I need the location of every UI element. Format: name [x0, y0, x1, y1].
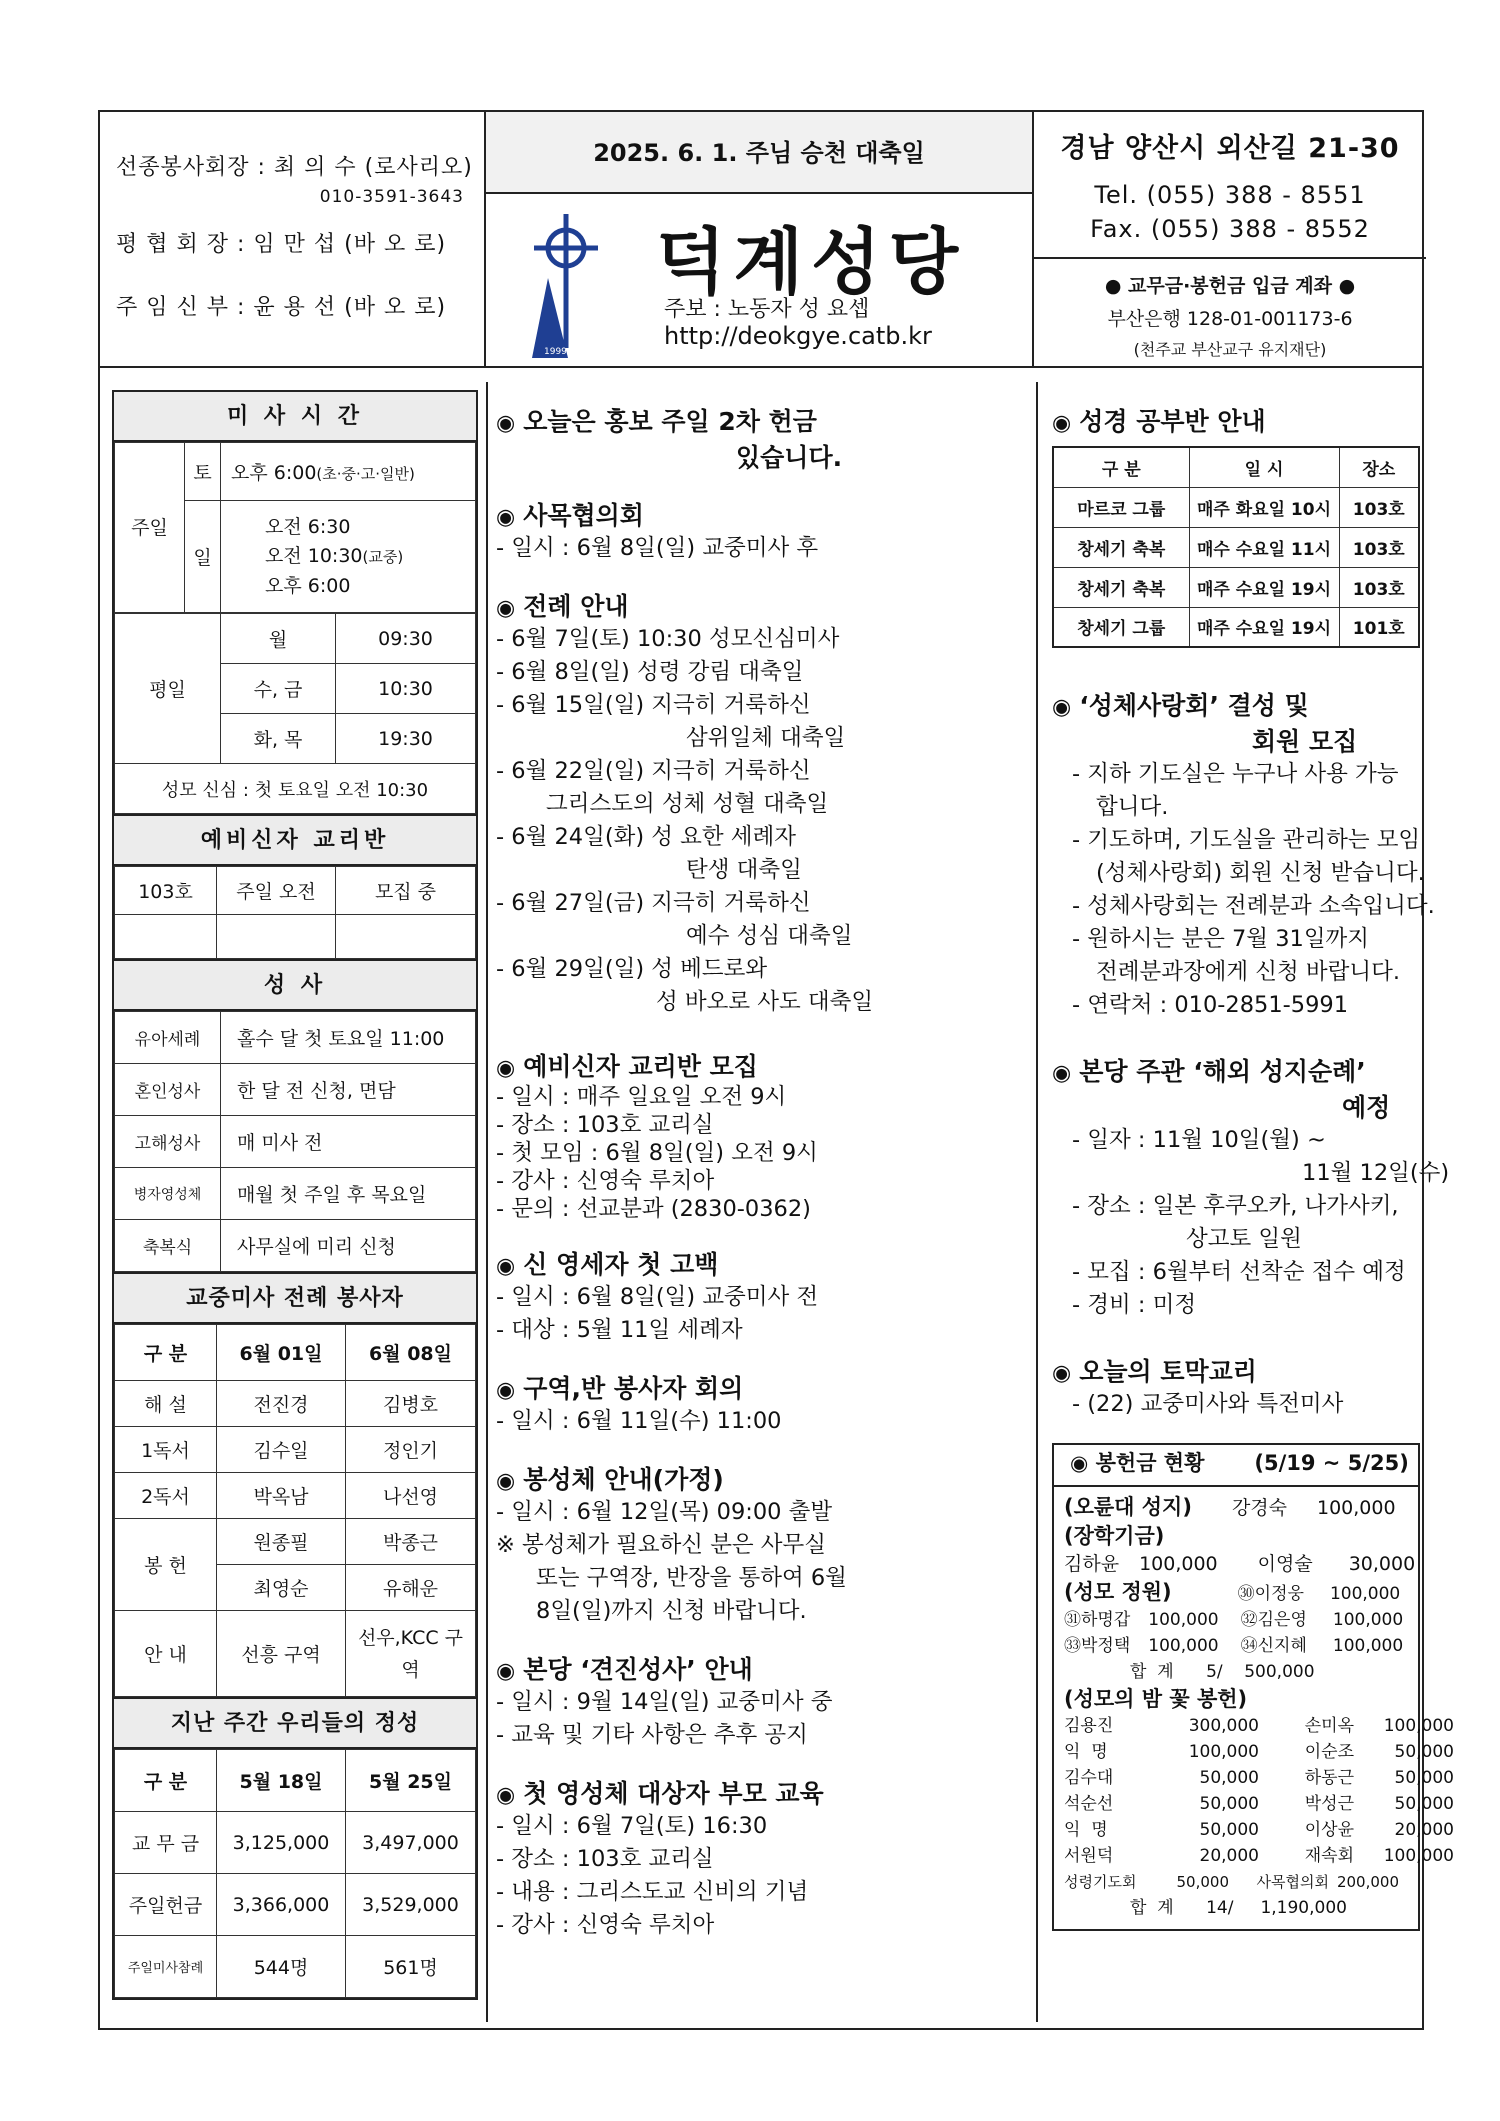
notice-line: - 강사 : 신영숙 루치아 [496, 1912, 715, 1938]
sun-masses: 오전 6:30 오전 10:30(교중) 오후 6:00 [221, 501, 476, 613]
offering-row: 석순선 50,000 박성근 50,000 [1064, 1794, 1454, 1814]
group-room: 103호 [1339, 487, 1419, 527]
volunteer: 원종필 [217, 1519, 346, 1565]
bible-study-heading: ◉ 성경 공부반 안내 [1052, 407, 1266, 436]
volunteer: 정인기 [346, 1427, 476, 1473]
role: 안 내 [115, 1611, 217, 1697]
liturgy-volunteers-table [114, 1324, 476, 1697]
bullet-icon: ◉ [1052, 1061, 1072, 1086]
sacrament-info: 사무실에 미리 신청 [221, 1220, 476, 1272]
volunteer: 유해운 [346, 1565, 476, 1611]
volunteer: 김수일 [217, 1427, 346, 1473]
group-time: 매주 수요일 19시 [1189, 567, 1339, 607]
notice-line: - 일시 : 6월 7일(토) 16:30 [496, 1813, 768, 1839]
notice-line: - 6월 15일(일) 지극히 거룩하신 [496, 692, 811, 718]
sacrament-name: 고해성사 [115, 1116, 221, 1168]
notice-line: - 지하 기도실은 누구나 사용 가능 [1072, 761, 1399, 787]
attendance: 544명 [217, 1936, 346, 1998]
group-room: 103호 [1339, 527, 1419, 567]
role: 해 설 [115, 1381, 217, 1427]
notice-line: 탄생 대축일 [686, 857, 802, 883]
offering-group-title: (장학기금) [1064, 1524, 1165, 1548]
notice-line: - 강사 : 신영숙 루치아 [496, 1168, 715, 1194]
sacrament-info: 한 달 전 신청, 면담 [221, 1064, 476, 1116]
bible-study-table [1052, 446, 1420, 648]
patron-saint: 주보 : 노동자 성 요셉 [664, 297, 870, 322]
notice-line: - 일시 : 6월 8일(일) 교중미사 후 [496, 535, 819, 561]
middle-column [496, 390, 1036, 1964]
offering-row: 김수대 50,000 하동근 50,000 [1064, 1768, 1454, 1788]
volunteer: 나선영 [346, 1473, 476, 1519]
notice-line: 그리스도의 성체 성혈 대축일 [546, 791, 829, 817]
group-name: 마르코 그룹 [1053, 487, 1189, 527]
bulletin-frame [98, 110, 1454, 2030]
col-header: 구 분 [115, 1325, 217, 1381]
offering-amount: 3,529,000 [346, 1874, 476, 1936]
sacrament-name: 유아세례 [115, 1012, 221, 1064]
group-name: 창세기 그룹 [1053, 607, 1189, 647]
notice-line: 8일(일)까지 신청 바랍니다. [536, 1598, 807, 1624]
notice-line: - (22) 교중미사와 특전미사 [1072, 1391, 1344, 1417]
weekday-day: 화, 목 [221, 714, 336, 764]
notice-line: - 성체사랑회는 전례분과 소속입니다. [1072, 893, 1435, 919]
sacrament-info: 매월 첫 주일 후 목요일 [221, 1168, 476, 1220]
notice-line: - 교육 및 기타 사항은 추후 공지 [496, 1722, 808, 1748]
header [100, 112, 1422, 368]
sun-label: 일 [185, 501, 221, 613]
sacrament-name: 병자영성체 [115, 1168, 221, 1220]
role: 1독서 [115, 1427, 217, 1473]
notice-line: - 6월 22일(일) 지극히 거룩하신 [496, 758, 811, 784]
notice-home-communion: ◉ 봉성체 안내(가정) - 일시 : 6월 12일(목) 09:00 출발 ※ 봉성체가 필요하신 분은 사무실 또는 구역장, 반장을 통하여 6월 8일(일)까지 신청 바랍니다. [496, 1460, 1036, 1628]
mass-times-table [114, 442, 476, 613]
bank-account-box [1034, 257, 1426, 360]
group-room: 103호 [1339, 567, 1419, 607]
notice-line: - 일시 : 6월 12일(목) 09:00 출발 [496, 1499, 833, 1525]
volunteer: 선우,KCC 구역 [346, 1611, 476, 1697]
offering-type: 주일미사참례 [115, 1936, 217, 1998]
volunteer: 전진경 [217, 1381, 346, 1427]
section-title: 성 사 [114, 961, 476, 1011]
notice-eucharist-society: ◉ ‘성체사랑회’ 결성 및 회원 모집 - 지하 기도실은 누구나 사용 가능 합니다. - 기도하며, 기도실을 관리하는 모임 (성체사랑회) 회원 신청 받습니다. - 성체사랑회는 전례분과 소속입니다. - 원하시는 분은 7월 31일까지 전례분과장에게 신청 바랍니다. - 연락처 : 010-2851-5991 [1052, 686, 1420, 1022]
bullet-icon: ◉ [496, 1469, 516, 1494]
notice-line: - 일시 : 6월 11일(수) 11:00 [496, 1408, 782, 1434]
notice-line: - 6월 24일(화) 성 요한 세례자 [496, 824, 796, 850]
notice-line: 11월 12일(수) [1302, 1160, 1450, 1186]
section-title: 지난 주간 우리들의 정성 [114, 1699, 476, 1749]
notice-volunteer-meeting: ◉ 구역,반 봉사자 회의 - 일시 : 6월 11일(수) 11:00 [496, 1369, 1036, 1438]
sunday-label: 주일 [115, 443, 185, 613]
notice-line: 상고토 일원 [1186, 1226, 1302, 1252]
volunteer: 선흥 구역 [217, 1611, 346, 1697]
offering-row: 김하윤 100,000 이영술 30,000 [1064, 1553, 1416, 1575]
notice-line: - 원하시는 분은 7월 31일까지 [1072, 926, 1370, 952]
offering-row: (성모 정원) ㉚이정웅 100,000 [1064, 1580, 1401, 1604]
sacraments-section [112, 961, 478, 1274]
header-officers [100, 112, 486, 366]
column-divider [1036, 382, 1038, 2022]
column-divider [486, 382, 488, 2022]
account-title: ● 교무금·봉헌금 입금 계좌 ● [1104, 275, 1356, 297]
notice-pilgrimage: ◉ 본당 주관 ‘해외 성지순례’ 예정 - 일자 : 11월 10일(월) ~ 11월 12일(수) - 장소 : 일본 후쿠오카, 나가사키, 상고토 일원 - 모집 : 6월부터 선착순 접수 예정 - 경비 : 미정 [1052, 1052, 1420, 1322]
bullet-icon: ◉ [496, 1659, 516, 1684]
notice-line: 전례분과장에게 신청 바랍니다. [1096, 959, 1401, 985]
offering-type: 교 무 금 [115, 1812, 217, 1874]
notice-catechism: ◉ 오늘의 토막교리 - (22) 교중미사와 특전미사 [1052, 1352, 1420, 1421]
weekday-mass-table [114, 613, 476, 814]
header-title-block [486, 112, 1034, 366]
sacrament-info: 매 미사 전 [221, 1116, 476, 1168]
offering-amount: 3,366,000 [217, 1874, 346, 1936]
account-owner: (천주교 부산교구 유지재단) [1133, 340, 1327, 359]
role: 봉 헌 [115, 1519, 217, 1611]
section-title: 예비신자 교리반 [114, 816, 476, 866]
bullet-icon: ◉ [496, 1378, 516, 1403]
col-header: 일 시 [1189, 447, 1339, 487]
catechumen-time: 주일 오전 [217, 867, 336, 915]
notice-line: - 장소 : 103호 교리실 [496, 1112, 714, 1138]
attendance: 561명 [346, 1936, 476, 1998]
right-column [1052, 390, 1454, 1931]
notice-liturgy: ◉ 전례 안내 - 6월 7일(토) 10:30 성모신심미사 - 6월 8일(일) 성령 강림 대축일 - 6월 15일(일) 지극히 거룩하신 삼위일체 대축일 - 6월 22일(일) 지극히 거룩하신 그리스도의 성체 성혈 대축일 - 6월 24일(화) 성 요한 세례자 탄생 대축일 - 6월 27일(금) 지극히 거룩하신 예수 성심 대축일 - 6월 29일(일) 성 베드로와 성 바오로 사도 대축일 [496, 587, 1036, 1019]
col-header: 구 분 [115, 1750, 217, 1812]
account-number: 부산은행 128-01-001173-6 [1107, 308, 1353, 330]
section-title: 교중미사 전례 봉사자 [114, 1274, 476, 1324]
notice-catechumen: ◉ 예비신자 교리반 모집 - 일시 : 매주 일요일 오전 9시 - 장소 : 103호 교리실 - 첫 모임 : 6월 8일(일) 오전 9시 - 강사 : 신영숙 루치아 - 문의 : 선교분과 (2830-0362) [496, 1047, 1036, 1223]
weekly-offering-section [112, 1699, 478, 2000]
catechumen-room: 103호 [115, 867, 217, 915]
notice-line: - 장소 : 일본 후쿠오카, 나가사키, [1072, 1193, 1399, 1219]
bullet-icon: ◉ [496, 505, 516, 530]
bullet-icon: ◉ [496, 1254, 516, 1279]
fax: Fax. (055) 388 - 8552 [1090, 215, 1370, 243]
notice-line: - 첫 모임 : 6월 8일(일) 오전 9시 [496, 1140, 818, 1166]
chair: 선종봉사회장 : 최 의 수 (로사리오) [116, 155, 473, 180]
group-time: 매수 수요일 11시 [1189, 527, 1339, 567]
notice-line: - 일시 : 매주 일요일 오전 9시 [496, 1084, 787, 1110]
notice-line: ※ 봉성체가 필요하신 분은 사무실 [496, 1532, 827, 1558]
notice-line: - 경비 : 미정 [1072, 1292, 1197, 1318]
offering-row: 서원덕 20,000 재속회 100,000 [1064, 1846, 1454, 1866]
col-header: 6월 08일 [346, 1325, 476, 1381]
notice-line: - 6월 29일(일) 성 베드로와 [496, 956, 768, 982]
weekly-offering-table [114, 1749, 476, 1998]
bullet-icon: ◉ [496, 1056, 516, 1081]
weekday-label: 평일 [115, 614, 221, 764]
notice-line: 예수 성심 대축일 [686, 923, 853, 949]
offering-row: 성령기도회 50,000 사목협의회 200,000 [1064, 1873, 1399, 1891]
bullet-icon: ◉ [1052, 695, 1072, 720]
offering-row: 김용진 300,000 손미옥 100,000 [1064, 1716, 1454, 1736]
offering-row: 익 명 100,000 이순조 50,000 [1064, 1742, 1454, 1762]
telephone: Tel. (055) 388 - 8551 [1094, 181, 1366, 209]
catechumen-section [112, 816, 478, 961]
chair-phone: 010-3591-3643 [319, 187, 464, 207]
col-header: 장소 [1339, 447, 1419, 487]
offering-row: (오륜대 성지) 강경숙 100,000 [1064, 1495, 1396, 1519]
sacrament-info: 홀수 달 첫 토요일 11:00 [221, 1012, 476, 1064]
notice-promotion: ◉ 오늘은 홍보 주일 2차 헌금 있습니다. [496, 402, 1036, 474]
notice-line: 합니다. [1096, 794, 1169, 820]
notice-line: - 연락처 : 010-2851-5991 [1072, 992, 1349, 1018]
sacraments-table [114, 1011, 476, 1272]
volunteer: 김병호 [346, 1381, 476, 1427]
offering-status-box [1052, 1443, 1454, 1931]
catechumen-status: 모집 중 [336, 867, 476, 915]
offering-subtotal: 합 계 5/ 500,000 [1130, 1662, 1315, 1682]
notice-line: - 6월 8일(일) 성령 강림 대축일 [496, 659, 804, 685]
council-president: 평 협 회 장 : 임 만 섭 (바 오 로) [116, 232, 447, 257]
group-room: 101호 [1339, 607, 1419, 647]
sacrament-name: 혼인성사 [115, 1064, 221, 1116]
group-time: 매주 화요일 10시 [1189, 487, 1339, 527]
header-contact [1034, 112, 1426, 366]
address: 경남 양산시 외산길 21-30 [1060, 133, 1400, 164]
notice-first-confession: ◉ 신 영세자 첫 고백 - 일시 : 6월 8일(일) 교중미사 전 - 대상 : 5월 11일 세례자 [496, 1245, 1036, 1347]
offering-group-title: (성모의 밤 꽃 봉헌) [1064, 1687, 1248, 1711]
notice-line: - 일시 : 9월 14일(일) 교중미사 중 [496, 1689, 833, 1715]
catechumen-table [114, 866, 476, 959]
church-name: 덕계성당 [656, 219, 967, 304]
volunteer: 최영순 [217, 1565, 346, 1611]
offering-amount: 3,125,000 [217, 1812, 346, 1874]
notice-line: 성 바오로 사도 대축일 [656, 989, 874, 1015]
offering-status-title: ◉ 봉헌금 현황 (5/19 ~ 5/25) [1054, 1445, 1418, 1487]
col-header: 5월 18일 [217, 1750, 346, 1812]
offering-row: ㉝박정택 100,000 ㉞신지혜 100,000 [1064, 1636, 1404, 1656]
notice-pastoral-council: ◉ 사목협의회 - 일시 : 6월 8일(일) 교중미사 후 [496, 496, 1036, 565]
bullet-icon: ◉ [496, 1783, 516, 1808]
notice-line: - 6월 27일(금) 지극히 거룩하신 [496, 890, 811, 916]
parish-priest: 주 임 신 부 : 윤 용 선 (바 오 로) [116, 295, 447, 320]
notice-line: - 내용 : 그리스도교 신비의 기념 [496, 1879, 809, 1905]
notice-line: - 기도하며, 기도실을 관리하는 모임 [1072, 827, 1421, 853]
liturgy-volunteers-section [112, 1274, 478, 1699]
sat-label: 토 [185, 443, 221, 501]
sacrament-name: 축복식 [115, 1220, 221, 1272]
left-column [112, 390, 478, 2000]
col-header: 5월 25일 [346, 1750, 476, 1812]
notice-line: 예정 [1342, 1093, 1391, 1122]
notice-confirmation: ◉ 본당 ‘견진성사’ 안내 - 일시 : 9월 14일(일) 교중미사 중 - 교육 및 기타 사항은 추후 공지 [496, 1650, 1036, 1752]
website-link[interactable]: http://deokgye.catb.kr [664, 322, 932, 350]
role: 2독서 [115, 1473, 217, 1519]
church-logo-icon [526, 208, 606, 358]
offering-type: 주일헌금 [115, 1874, 217, 1936]
notice-line: 있습니다. [736, 443, 843, 472]
bullet-icon: ◉ [496, 596, 516, 621]
bullet-icon: ◉ [496, 411, 516, 436]
group-name: 창세기 축복 [1053, 567, 1189, 607]
notice-first-communion: ◉ 첫 영성체 대상자 부모 교육 - 일시 : 6월 7일(토) 16:30 - 장소 : 103호 교리실 - 내용 : 그리스도교 신비의 기념 - 강사 : 신영숙 루치아 [496, 1774, 1036, 1942]
notice-line: - 장소 : 103호 교리실 [496, 1846, 714, 1872]
logo-year: 1999 [544, 347, 567, 357]
col-header: 6월 01일 [217, 1325, 346, 1381]
notice-line: - 6월 7일(토) 10:30 성모신심미사 [496, 626, 840, 652]
group-name: 창세기 축복 [1053, 527, 1189, 567]
bullet-icon: ◉ [1052, 1361, 1072, 1386]
weekday-time: 19:30 [336, 714, 476, 764]
weekday-time: 09:30 [336, 614, 476, 664]
offering-total: 합 계 14/ 1,190,000 [1130, 1898, 1347, 1918]
sat-mass: 오후 6:00(초·중·고·일반) [221, 443, 476, 501]
bullet-icon: ◉ [1052, 411, 1072, 436]
marian-devotion-note: 성모 신심 : 첫 토요일 오전 10:30 [115, 764, 476, 814]
notice-line: - 일시 : 6월 8일(일) 교중미사 전 [496, 1284, 819, 1310]
offering-row: 익 명 50,000 이상윤 20,000 [1064, 1820, 1454, 1840]
notice-line: - 모집 : 6월부터 선착순 접수 예정 [1072, 1259, 1406, 1285]
weekday-day: 수, 금 [221, 664, 336, 714]
offering-amount: 3,497,000 [346, 1812, 476, 1874]
notice-line: - 대상 : 5월 11일 세례자 [496, 1317, 743, 1343]
bulletin-date: 2025. 6. 1. 주님 승천 대축일 [486, 112, 1032, 194]
weekday-time: 10:30 [336, 664, 476, 714]
section-title: 미 사 시 간 [114, 392, 476, 442]
notice-line: 또는 구역장, 반장을 통하여 6월 [536, 1565, 847, 1591]
group-time: 매주 수요일 19시 [1189, 607, 1339, 647]
notice-line: - 일자 : 11월 10일(월) ~ [1072, 1127, 1326, 1153]
col-header: 구 분 [1053, 447, 1189, 487]
weekday-day: 월 [221, 614, 336, 664]
notice-line: (성체사랑회) 회원 신청 받습니다. [1096, 860, 1425, 886]
notice-line: 회원 모집 [1252, 727, 1358, 756]
notice-line: - 문의 : 선교분과 (2830-0362) [496, 1196, 811, 1222]
notice-line: 삼위일체 대축일 [686, 725, 846, 751]
volunteer: 박종근 [346, 1519, 476, 1565]
mass-times-section [112, 390, 478, 816]
offering-row: ㉛하명갑 100,000 ㉜김은영 100,000 [1064, 1610, 1404, 1630]
volunteer: 박옥남 [217, 1473, 346, 1519]
